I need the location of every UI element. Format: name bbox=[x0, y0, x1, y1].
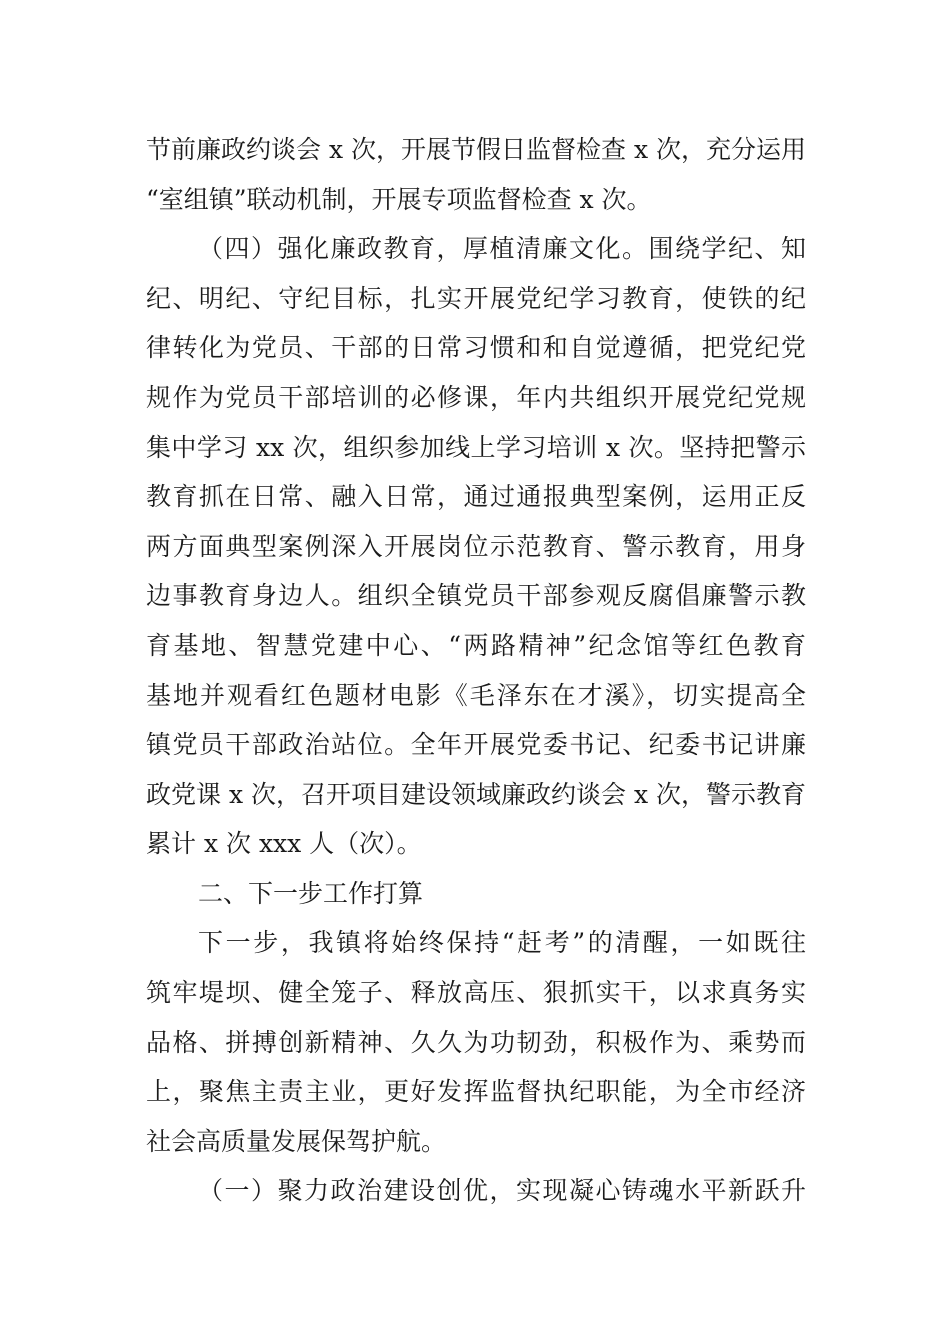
text-line: 节前廉政约谈会 x 次，开展节假日监督检查 x 次，充分运用 bbox=[146, 135, 806, 164]
text-line: 律转化为党员、干部的日常习惯和和自觉遵循，把党纪党 bbox=[146, 333, 806, 362]
subsection-heading: （一）聚力政治建设创优，实现凝心铸魂水平新跃升 bbox=[198, 1176, 806, 1205]
text-line: 教育抓在日常、融入日常，通过通报典型案例，运用正反 bbox=[146, 482, 806, 511]
text-line: 筑牢堤坝、健全笼子、释放高压、狠抓实干，以求真务实 bbox=[146, 978, 806, 1007]
text-line: 政党课 x 次，召开项目建设领域廉政约谈会 x 次，警示教育 bbox=[146, 780, 806, 809]
text-line: 品格、拼搏创新精神、久久为功韧劲，积极作为、乘势而 bbox=[146, 1028, 806, 1057]
text-line: 两方面典型案例深入开展岗位示范教育、警示教育，用身 bbox=[146, 532, 806, 561]
text-line: 集中学习 xx 次，组织参加线上学习培训 x 次。坚持把警示 bbox=[146, 433, 806, 462]
text-line: 边事教育身边人。组织全镇党员干部参观反腐倡廉警示教 bbox=[146, 581, 806, 610]
text-line: 下一步，我镇将始终保持“赶考”的清醒，一如既往 bbox=[198, 928, 806, 957]
text-line: 育基地、智慧党建中心、“两路精神”纪念馆等红色教育 bbox=[146, 631, 806, 660]
section-heading: 二、下一步工作打算 bbox=[198, 879, 424, 908]
text-line: 上，聚焦主责主业，更好发挥监督执纪职能，为全市经济 bbox=[146, 1077, 806, 1106]
text-line: 纪、明纪、守纪目标，扎实开展党纪学习教育，使铁的纪 bbox=[146, 284, 806, 313]
text-line: 社会高质量发展保驾护航。 bbox=[146, 1127, 447, 1156]
text-line: 基地并观看红色题材电影《毛泽东在才溪》，切实提高全 bbox=[146, 681, 806, 710]
text-line: 规作为党员干部培训的必修课，年内共组织开展党纪党规 bbox=[146, 383, 806, 412]
text-line: “室组镇”联动机制，开展专项监督检查 x 次。 bbox=[146, 185, 652, 214]
text-line: 镇党员干部政治站位。全年开展党委书记、纪委书记讲廉 bbox=[146, 730, 806, 759]
text-line: 累计 x 次 xxx 人（次）。 bbox=[146, 829, 422, 858]
section-heading-line: （四）强化廉政教育，厚植清廉文化。围绕学纪、知 bbox=[198, 234, 806, 263]
